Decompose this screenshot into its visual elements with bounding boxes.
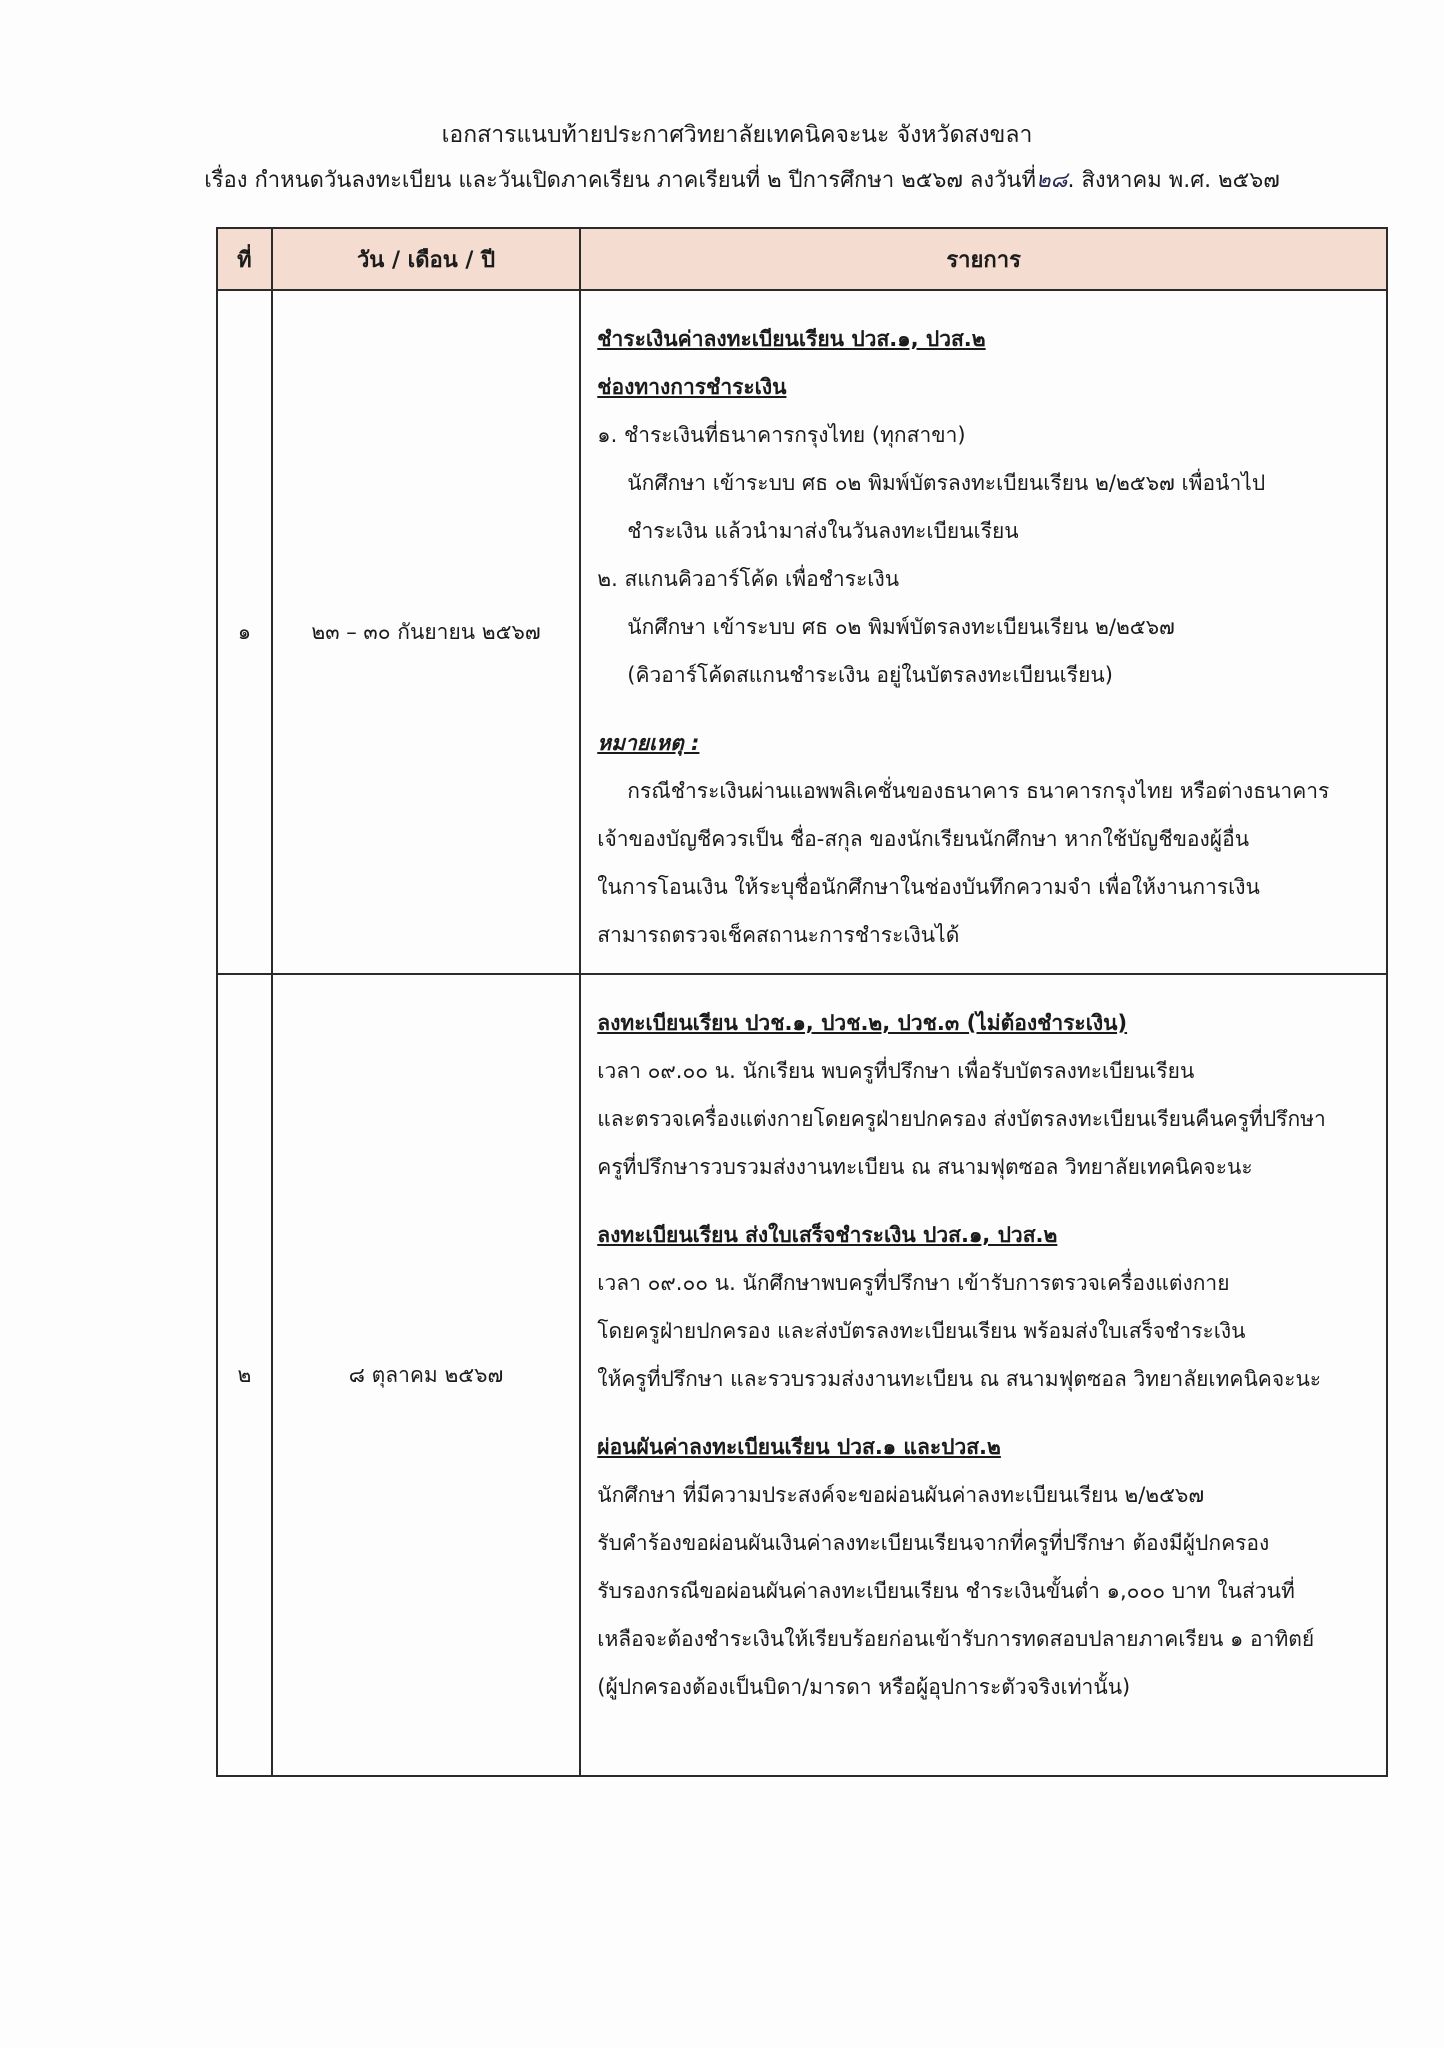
detail-line: โดยครูฝ่ายปกครอง และส่งบัตรลงทะเบียนเรียน พร้อมส่งใบเสร็จชำระเงิน	[597, 1319, 1246, 1343]
subject-prefix: เรื่อง กำหนดวันลงทะเบียน และวันเปิดภาคเรียน ภาคเรียนที่ ๒ ปีการศึกษา ๒๕๖๗ ลงวันที่	[204, 168, 1036, 193]
detail-line: เจ้าของบัญชีควรเป็น ชื่อ-สกุล ของนักเรียนนักศึกษา หากใช้บัญชีของผู้อื่น	[597, 827, 1250, 851]
detail-line: นักศึกษา เข้าระบบ ศธ ๐๒ พิมพ์บัตรลงทะเบียนเรียน ๒/๒๕๖๗ เพื่อนำไป	[627, 471, 1266, 495]
detail-line: นักศึกษา ที่มีความประสงค์จะขอผ่อนผันค่าลงทะเบียนเรียน ๒/๒๕๖๗	[597, 1483, 1205, 1507]
column-header-date: วัน / เดือน / ปี	[272, 228, 581, 290]
detail-line: (คิวอาร์โค้ดสแกนชำระเงิน อยู่ในบัตรลงทะเบียนเรียน)	[627, 663, 1113, 687]
detail-line: กรณีชำระเงินผ่านแอพพลิเคชั่นของธนาคาร ธนาคารกรุงไทย หรือต่างธนาคาร	[627, 779, 1330, 803]
spacer	[597, 1403, 1374, 1423]
row-number: ๑	[217, 290, 272, 974]
detail-line: นักศึกษา เข้าระบบ ศธ ๐๒ พิมพ์บัตรลงทะเบียนเรียน ๒/๒๕๖๗	[627, 615, 1175, 639]
section-heading: ลงทะเบียนเรียน ปวช.๑, ปวช.๒, ปวช.๓ (ไม่ต้องชำระเงิน)	[597, 1011, 1128, 1035]
detail-line: ๒. สแกนคิวอาร์โค้ด เพื่อชำระเงิน	[597, 567, 900, 591]
spacer	[597, 1191, 1374, 1211]
row-detail	[580, 974, 1387, 1776]
row-detail	[580, 290, 1387, 974]
section-heading: ผ่อนผันค่าลงทะเบียนเรียน ปวส.๑ และปวส.๒	[597, 1435, 1001, 1459]
detail-line: ในการโอนเงิน ให้ระบุชื่อนักศึกษาในช่องบันทึกความจำ เพื่อให้งานการเงิน	[597, 875, 1260, 899]
row-date: ๒๓ – ๓๐ กันยายน ๒๕๖๗	[272, 290, 581, 974]
table-row	[217, 290, 1387, 974]
section-heading: ชำระเงินค่าลงทะเบียนเรียน ปวส.๑, ปวส.๒	[597, 327, 986, 351]
document-subject	[40, 164, 1444, 198]
detail-line: ให้ครูที่ปรึกษา และรวบรวมส่งงานทะเบียน ณ สนามฟุตซอล วิทยาลัยเทคนิคจะนะ	[597, 1367, 1322, 1391]
detail-line: เวลา ๐๙.๐๐ น. นักศึกษาพบครูที่ปรึกษา เข้ารับการตรวจเครื่องแต่งกาย	[597, 1271, 1230, 1295]
subject-suffix: . สิงหาคม พ.ศ. ๒๕๖๗	[1067, 168, 1280, 193]
detail-line: เหลือจะต้องชำระเงินให้เรียบร้อยก่อนเข้ารับการทดสอบปลายภาคเรียน ๑ อาทิตย์	[597, 1627, 1315, 1651]
section-subheading: ช่องทางการชำระเงิน	[597, 375, 787, 399]
table-row	[217, 974, 1387, 1776]
handwritten-day: ๒๘	[1035, 168, 1068, 193]
detail-line: และตรวจเครื่องแต่งกายโดยครูฝ่ายปกครอง ส่งบัตรลงทะเบียนเรียนคืนครูที่ปรึกษา	[597, 1107, 1326, 1131]
table-header-row	[217, 228, 1387, 290]
detail-line: รับคำร้องขอผ่อนผันเงินค่าลงทะเบียนเรียนจากที่ครูที่ปรึกษา ต้องมีผู้ปกครอง	[597, 1531, 1270, 1555]
detail-line: ชำระเงิน แล้วนำมาส่งในวันลงทะเบียนเรียน	[627, 519, 1019, 543]
schedule-table	[216, 227, 1388, 1777]
detail-line: เวลา ๐๙.๐๐ น. นักเรียน พบครูที่ปรึกษา เพื่อรับบัตรลงทะเบียนเรียน	[597, 1059, 1195, 1083]
row-number: ๒	[217, 974, 272, 1776]
detail-line: ครูที่ปรึกษารวบรวมส่งงานทะเบียน ณ สนามฟุตซอล วิทยาลัยเทคนิคจะนะ	[597, 1155, 1253, 1179]
spacer	[597, 699, 1374, 719]
column-header-no: ที่	[217, 228, 272, 290]
detail-line: (ผู้ปกครองต้องเป็นบิดา/มารดา หรือผู้อุปการะตัวจริงเท่านั้น)	[597, 1675, 1131, 1699]
detail-line: สามารถตรวจเช็คสถานะการชำระเงินได้	[597, 923, 960, 947]
detail-line: ๑. ชำระเงินที่ธนาคารกรุงไทย (ทุกสาขา)	[597, 423, 966, 447]
row-date: ๘ ตุลาคม ๒๕๖๗	[272, 974, 581, 1776]
column-header-detail: รายการ	[580, 228, 1387, 290]
document-header	[0, 118, 1444, 198]
detail-line: รับรองกรณีขอผ่อนผันค่าลงทะเบียนเรียน ชำระเงินขั้นต่ำ ๑,๐๐๐ บาท ในส่วนที่	[597, 1579, 1295, 1603]
section-heading: ลงทะเบียนเรียน ส่งใบเสร็จชำระเงิน ปวส.๑, ปวส.๒	[597, 1223, 1058, 1247]
document-title: เอกสารแนบท้ายประกาศวิทยาลัยเทคนิคจะนะ จังหวัดสงขลา	[441, 122, 1033, 148]
note-heading: หมายเหตุ :	[597, 731, 700, 755]
